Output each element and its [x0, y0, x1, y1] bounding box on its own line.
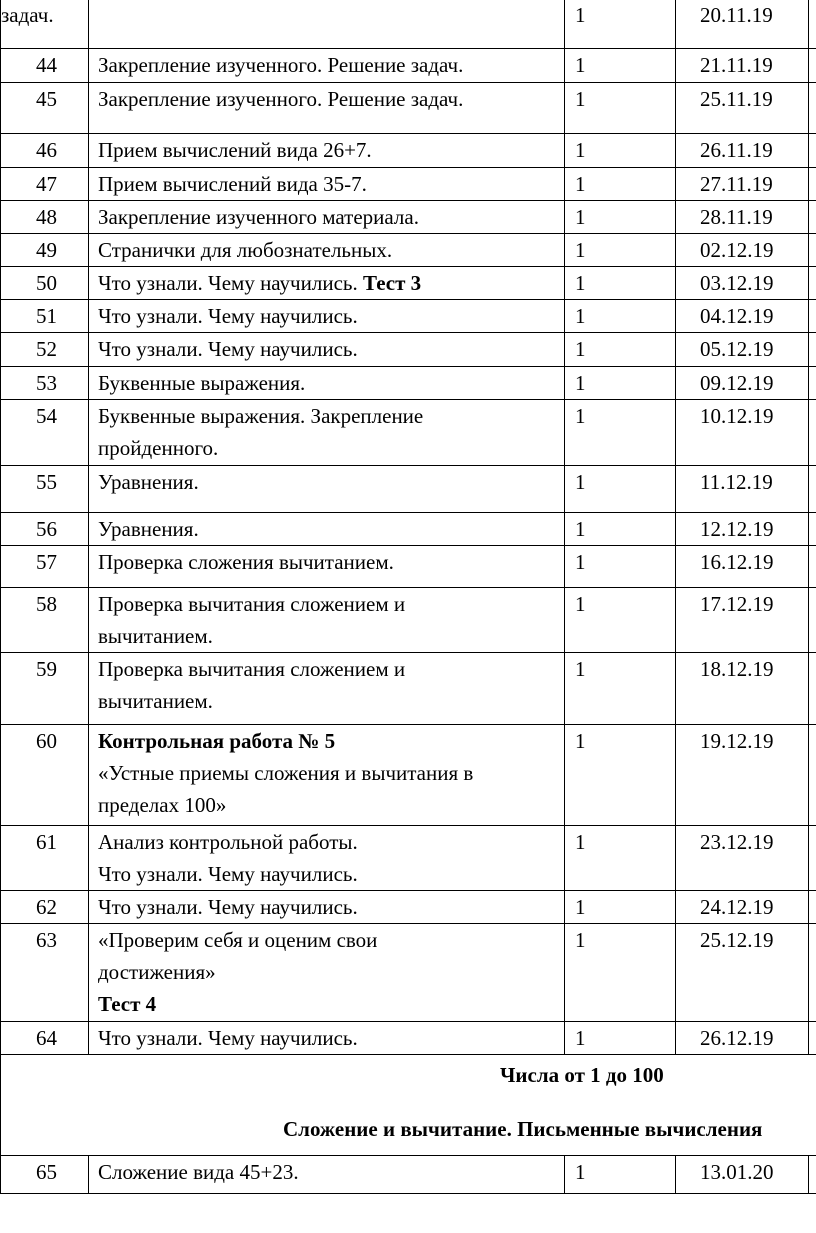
lesson-extra-cell	[809, 201, 816, 234]
topic-text: Что узнали. Чему научились.	[98, 862, 358, 886]
lesson-number-cell: 50	[1, 267, 89, 300]
lesson-topic-cell	[89, 826, 565, 891]
lesson-hours-cell: 1	[565, 300, 676, 333]
lesson-number-cell: 54	[1, 400, 89, 466]
lesson-topic-cell	[89, 891, 565, 924]
table-row	[1, 333, 816, 367]
lesson-extra-cell	[809, 588, 816, 653]
lesson-number-cell: 53	[1, 367, 89, 400]
lesson-date-cell: 04.12.19	[676, 300, 809, 333]
lesson-date-cell: 09.12.19	[676, 367, 809, 400]
lesson-topic-cell	[89, 1156, 565, 1194]
lesson-date-cell: 10.12.19	[676, 400, 809, 466]
topic-text: Тест 3	[362, 271, 422, 295]
lesson-number-cell: 60	[1, 725, 89, 826]
table-row	[1, 513, 816, 546]
table-row	[1, 891, 816, 924]
lesson-rows-top	[1, 0, 816, 1055]
lesson-extra-cell	[809, 0, 816, 49]
lesson-hours-cell: 1	[565, 513, 676, 546]
lesson-number-cell: 63	[1, 924, 89, 1022]
topic-text: Проверка вычитания сложением и	[98, 657, 406, 681]
lesson-extra-cell	[809, 924, 816, 1022]
lesson-extra-cell	[809, 234, 816, 267]
lesson-date-cell: 11.12.19	[676, 466, 809, 513]
lesson-date-cell: 13.01.20	[676, 1156, 809, 1194]
lesson-date-cell: 18.12.19	[676, 653, 809, 725]
lesson-number-cell: 52	[1, 333, 89, 367]
lesson-date-cell: 19.12.19	[676, 725, 809, 826]
lesson-date-cell: 26.11.19	[676, 134, 809, 168]
topic-text: Закрепление изученного. Решение задач.	[98, 53, 464, 77]
topic-text: Контрольная работа № 5	[98, 729, 336, 753]
lesson-topic-cell	[89, 49, 565, 83]
lesson-number-cell: 58	[1, 588, 89, 653]
section-block	[1, 1055, 816, 1156]
topic-text: Тест 4	[98, 992, 157, 1016]
lesson-topic-cell	[89, 653, 565, 725]
lesson-hours-cell: 1	[565, 891, 676, 924]
topic-text: Проверка вычитания сложением и	[98, 592, 406, 616]
lesson-hours-cell: 1	[565, 201, 676, 234]
lesson-topic-cell	[89, 588, 565, 653]
topic-text: Буквенные выражения.	[98, 371, 306, 395]
lesson-extra-cell	[809, 333, 816, 367]
table-row	[1, 49, 816, 83]
lesson-extra-cell	[809, 300, 816, 333]
lesson-topic-cell	[89, 300, 565, 333]
lesson-date-cell: 21.11.19	[676, 49, 809, 83]
table-row	[1, 134, 816, 168]
lesson-extra-cell	[809, 168, 816, 201]
lesson-extra-cell	[809, 1022, 816, 1055]
lesson-date-cell: 28.11.19	[676, 201, 809, 234]
table-row	[1, 546, 816, 588]
lesson-topic-cell	[89, 267, 565, 300]
lesson-extra-cell	[809, 546, 816, 588]
table-row	[1, 725, 816, 826]
lesson-extra-cell	[809, 367, 816, 400]
lesson-hours-cell: 1	[565, 168, 676, 201]
lesson-number-cell: 61	[1, 826, 89, 891]
lesson-date-cell: 26.12.19	[676, 1022, 809, 1055]
topic-text: Прием вычислений вида 35-7.	[98, 172, 367, 196]
lesson-number-cell: 51	[1, 300, 89, 333]
lesson-date-cell: 03.12.19	[676, 267, 809, 300]
lesson-extra-cell	[809, 49, 816, 83]
lesson-number-cell: 44	[1, 49, 89, 83]
table-row	[1, 466, 816, 513]
lesson-date-cell: 27.11.19	[676, 168, 809, 201]
lesson-rows-bottom	[1, 1156, 816, 1194]
lesson-extra-cell	[809, 400, 816, 466]
lesson-extra-cell	[809, 83, 816, 134]
table-row	[1, 367, 816, 400]
lesson-topic-cell	[89, 725, 565, 826]
lesson-topic-cell	[89, 513, 565, 546]
lesson-extra-cell	[809, 653, 816, 725]
topic-text: Что узнали. Чему научились.	[98, 895, 358, 919]
lesson-hours-cell: 1	[565, 234, 676, 267]
lesson-number-cell: 47	[1, 168, 89, 201]
table-row	[1, 234, 816, 267]
topic-text: пройденного.	[98, 436, 219, 460]
topic-text: Анализ контрольной работы.	[98, 830, 358, 854]
table-row	[1, 83, 816, 134]
topic-text: «Устные приемы сложения и вычитания в	[98, 761, 474, 785]
lesson-hours-cell: 1	[565, 400, 676, 466]
lesson-date-cell: 20.11.19	[676, 0, 809, 49]
lesson-hours-cell: 1	[565, 367, 676, 400]
lesson-hours-cell: 1	[565, 924, 676, 1022]
topic-text: достижения»	[98, 960, 216, 984]
topic-text: Уравнения.	[98, 470, 199, 494]
lesson-hours-cell: 1	[565, 826, 676, 891]
lesson-hours-cell: 1	[565, 83, 676, 134]
lesson-extra-cell	[809, 513, 816, 546]
lesson-topic-cell	[89, 466, 565, 513]
topic-text: Проверка сложения вычитанием.	[98, 550, 394, 574]
table-row	[1, 267, 816, 300]
lesson-date-cell: 16.12.19	[676, 546, 809, 588]
lesson-number-cell: 48	[1, 201, 89, 234]
lesson-topic-cell	[89, 134, 565, 168]
topic-text: Сложение вида 45+23.	[98, 1160, 299, 1184]
table-row	[1, 400, 816, 466]
section-title-operations: Сложение и вычитание. Письменные вычисления	[283, 1117, 763, 1141]
topic-text: Что узнали. Чему научились.	[98, 304, 358, 328]
lesson-number-cell: 59	[1, 653, 89, 725]
topic-text: Закрепление изученного. Решение задач.	[98, 87, 464, 111]
lesson-hours-cell: 1	[565, 1156, 676, 1194]
lesson-date-cell: 25.12.19	[676, 924, 809, 1022]
lesson-number-cell: задач.	[1, 0, 89, 49]
lesson-hours-cell: 1	[565, 333, 676, 367]
topic-text: Прием вычислений вида 26+7.	[98, 138, 372, 162]
lesson-extra-cell	[809, 826, 816, 891]
lesson-topic-cell	[89, 201, 565, 234]
lesson-date-cell: 24.12.19	[676, 891, 809, 924]
lesson-extra-cell	[809, 466, 816, 513]
lesson-number-cell: 65	[1, 1156, 89, 1194]
topic-text: Закрепление изученного материала.	[98, 205, 419, 229]
lesson-hours-cell: 1	[565, 546, 676, 588]
topic-text: «Проверим себя и оценим свои	[98, 928, 378, 952]
lesson-extra-cell	[809, 1156, 816, 1194]
table-row	[1, 588, 816, 653]
lesson-date-cell: 05.12.19	[676, 333, 809, 367]
table-row	[1, 924, 816, 1022]
lesson-number-cell: 45	[1, 83, 89, 134]
lesson-topic-cell	[89, 400, 565, 466]
lesson-date-cell: 23.12.19	[676, 826, 809, 891]
topic-text: Что узнали. Чему научились.	[98, 271, 363, 295]
topic-text: вычитанием.	[98, 624, 213, 648]
lesson-number-cell: 57	[1, 546, 89, 588]
topic-text: пределах 100»	[98, 793, 227, 817]
lesson-number-cell: 56	[1, 513, 89, 546]
topic-text: Странички для любознательных.	[98, 238, 393, 262]
table-row	[1, 168, 816, 201]
lesson-extra-cell	[809, 891, 816, 924]
topic-text: Что узнали. Чему научились.	[98, 1026, 358, 1050]
lesson-hours-cell: 1	[565, 134, 676, 168]
lesson-topic-cell	[89, 234, 565, 267]
lesson-number-cell: 55	[1, 466, 89, 513]
section-cell	[1, 1055, 816, 1156]
lesson-extra-cell	[809, 134, 816, 168]
lesson-number-cell: 62	[1, 891, 89, 924]
lesson-number-cell: 64	[1, 1022, 89, 1055]
lesson-date-cell: 12.12.19	[676, 513, 809, 546]
lesson-date-cell: 02.12.19	[676, 234, 809, 267]
table-row	[1, 300, 816, 333]
lesson-hours-cell: 1	[565, 0, 676, 49]
lesson-topic-cell	[89, 83, 565, 134]
lesson-topic-cell	[89, 924, 565, 1022]
lesson-hours-cell: 1	[565, 588, 676, 653]
table-row	[1, 201, 816, 234]
section-row	[1, 1055, 816, 1156]
lesson-hours-cell: 1	[565, 725, 676, 826]
lesson-topic-cell	[89, 367, 565, 400]
table-row	[1, 826, 816, 891]
lesson-hours-cell: 1	[565, 267, 676, 300]
lesson-extra-cell	[809, 267, 816, 300]
lesson-hours-cell: 1	[565, 49, 676, 83]
lesson-topic-cell	[89, 0, 565, 49]
lesson-topic-cell	[89, 168, 565, 201]
lesson-number-cell: 46	[1, 134, 89, 168]
table-row	[1, 1156, 816, 1194]
section-title-numbers: Числа от 1 до 100	[500, 1063, 664, 1087]
lesson-hours-cell: 1	[565, 653, 676, 725]
lesson-extra-cell	[809, 725, 816, 826]
lesson-number-cell: 49	[1, 234, 89, 267]
lesson-topic-cell	[89, 333, 565, 367]
lesson-date-cell: 25.11.19	[676, 83, 809, 134]
lesson-topic-cell	[89, 546, 565, 588]
topic-text: Уравнения.	[98, 517, 199, 541]
topic-text: Что узнали. Чему научились.	[98, 337, 358, 361]
lesson-hours-cell: 1	[565, 1022, 676, 1055]
table-row	[1, 1022, 816, 1055]
lesson-date-cell: 17.12.19	[676, 588, 809, 653]
lesson-topic-cell	[89, 1022, 565, 1055]
table-row	[1, 0, 816, 49]
table-row	[1, 653, 816, 725]
topic-text: вычитанием.	[98, 689, 213, 713]
lesson-hours-cell: 1	[565, 466, 676, 513]
topic-text: Буквенные выражения. Закрепление	[98, 404, 424, 428]
